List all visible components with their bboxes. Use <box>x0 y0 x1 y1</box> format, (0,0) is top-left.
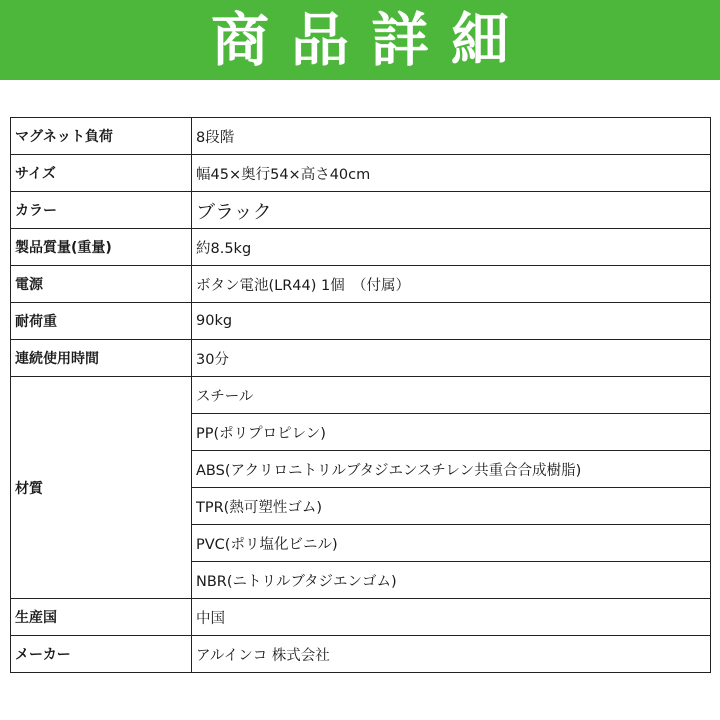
spec-value: ボタン電池(LR44) 1個 （付属） <box>192 266 711 303</box>
table-row-size <box>11 155 711 192</box>
spec-label: サイズ <box>11 155 192 192</box>
spec-label: 製品質量(重量) <box>11 229 192 266</box>
table-row-magnet-load <box>11 118 711 155</box>
material-item: スチール <box>192 377 711 414</box>
spec-label: 連続使用時間 <box>11 340 192 377</box>
spec-label: 材質 <box>11 377 192 599</box>
material-item: PVC(ポリ塩化ビニル) <box>192 525 711 562</box>
table-row-continuous-use <box>11 340 711 377</box>
spec-label: 電源 <box>11 266 192 303</box>
material-item: ABS(アクリロニトリルブタジエンスチレン共重合合成樹脂) <box>192 451 711 488</box>
spec-value: 中国 <box>192 599 711 636</box>
table-row-material <box>11 377 711 414</box>
material-item: PP(ポリプロピレン) <box>192 414 711 451</box>
table-row-load-capacity <box>11 303 711 340</box>
spec-value: 90kg <box>192 303 711 340</box>
header-banner <box>0 0 720 80</box>
table-row-maker <box>11 636 711 673</box>
spec-label: メーカー <box>11 636 192 673</box>
spec-label: マグネット負荷 <box>11 118 192 155</box>
spec-label: 生産国 <box>11 599 192 636</box>
page-title: 商品詳細 <box>210 6 531 74</box>
spec-value: 30分 <box>192 340 711 377</box>
spec-value: アルインコ 株式会社 <box>192 636 711 673</box>
material-item: NBR(ニトリルブタジエンゴム) <box>192 562 711 599</box>
table-row-country <box>11 599 711 636</box>
spec-value: 約8.5kg <box>192 229 711 266</box>
spec-value: 幅45×奥行54×高さ40cm <box>192 155 711 192</box>
spec-value: 8段階 <box>192 118 711 155</box>
table-row-weight <box>11 229 711 266</box>
spec-table <box>10 117 711 673</box>
table-row-power <box>11 266 711 303</box>
material-item: TPR(熱可塑性ゴム) <box>192 488 711 525</box>
spec-label: カラー <box>11 192 192 229</box>
table-row-color <box>11 192 711 229</box>
spec-value: ブラック <box>192 192 711 229</box>
spec-label: 耐荷重 <box>11 303 192 340</box>
